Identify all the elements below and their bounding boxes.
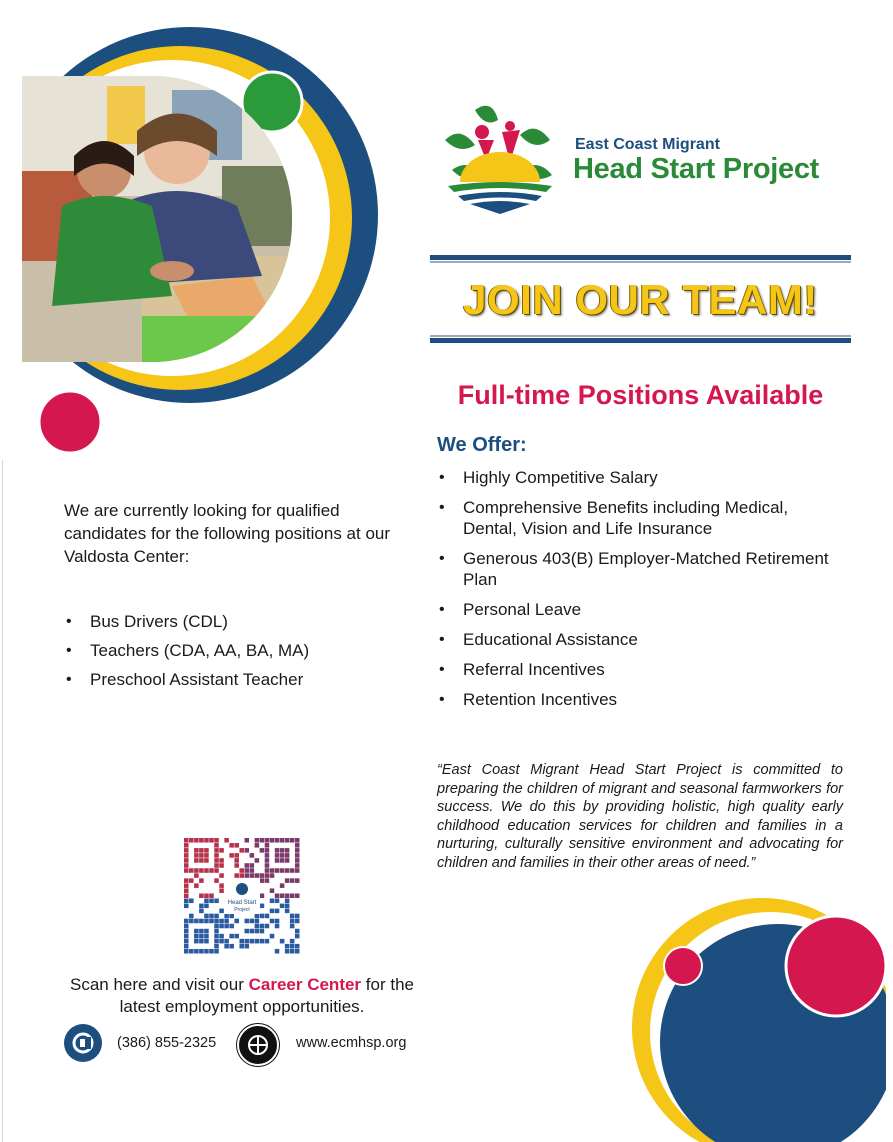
qr-module — [184, 949, 189, 954]
career-center-link[interactable]: Career Center — [248, 975, 362, 994]
qr-module — [245, 863, 250, 868]
qr-module — [184, 888, 189, 893]
qr-module — [219, 909, 224, 914]
qr-module — [290, 893, 295, 898]
qr-module — [194, 868, 199, 873]
qr-module — [255, 914, 260, 919]
qr-module — [199, 838, 204, 843]
qr-module — [280, 848, 285, 853]
logo-text-line2: Head Start Project — [573, 153, 820, 185]
qr-module — [290, 924, 295, 929]
qr-module — [255, 858, 260, 863]
qr-module — [280, 838, 285, 843]
qr-module — [234, 853, 239, 858]
qr-module — [234, 873, 239, 878]
qr-module — [265, 873, 270, 878]
qr-module — [239, 848, 244, 853]
qr-module — [184, 919, 189, 924]
qr-module — [255, 929, 260, 934]
qr-code[interactable] — [184, 838, 300, 954]
benefit-item: • Comprehensive Benefits including Medical, Dental, Vision and Life Insurance — [437, 497, 837, 539]
qr-module — [214, 924, 219, 929]
scan-text-after: for the latest employment opportunities. — [119, 975, 414, 1016]
qr-module — [285, 858, 290, 863]
classroom-photo — [22, 76, 292, 362]
qr-module — [219, 873, 224, 878]
qr-module — [234, 843, 239, 848]
qr-module — [214, 863, 219, 868]
qr-module — [295, 868, 300, 873]
position-item: • Teachers (CDA, AA, BA, MA) — [64, 640, 404, 661]
qr-module — [204, 919, 209, 924]
qr-module — [270, 888, 275, 893]
qr-module — [290, 838, 295, 843]
qr-module — [199, 878, 204, 883]
qr-module — [265, 868, 270, 873]
qr-module — [285, 848, 290, 853]
headline-bar-bottom — [430, 338, 851, 343]
intro-text: We are currently looking for qualified candidates for the following positions at our Valdosta Center: — [64, 501, 391, 566]
qr-module — [209, 868, 214, 873]
qr-module — [245, 838, 250, 843]
qr-module — [285, 878, 290, 883]
qr-module — [204, 858, 209, 863]
qr-module — [295, 929, 300, 934]
qr-module — [189, 919, 194, 924]
qr-module — [214, 848, 219, 853]
qr-module — [265, 848, 270, 853]
qr-module — [184, 853, 189, 858]
qr-module — [285, 909, 290, 914]
qr-module — [245, 868, 250, 873]
qr-module — [214, 843, 219, 848]
qr-module — [209, 914, 214, 919]
qr-module — [219, 939, 224, 944]
qr-module — [214, 853, 219, 858]
qr-module — [189, 838, 194, 843]
qr-module — [229, 944, 234, 949]
qr-module — [260, 929, 265, 934]
qr-module — [290, 939, 295, 944]
qr-module — [229, 914, 234, 919]
qr-module — [265, 853, 270, 858]
qr-module — [184, 863, 189, 868]
qr-module — [239, 873, 244, 878]
qr-module — [270, 899, 275, 904]
qr-module — [285, 949, 290, 954]
qr-module — [295, 893, 300, 898]
qr-module — [194, 949, 199, 954]
qr-module — [199, 934, 204, 939]
logo-text-line1: East Coast Migrant — [575, 136, 720, 153]
qr-module — [224, 924, 229, 929]
qr-module — [265, 858, 270, 863]
qr-module — [245, 944, 250, 949]
qr-module — [204, 848, 209, 853]
qr-module — [275, 868, 280, 873]
qr-module — [234, 919, 239, 924]
qr-module — [209, 899, 214, 904]
qr-module — [250, 853, 255, 858]
phone-number[interactable]: (386) 855-2325 — [117, 1035, 217, 1051]
qr-module — [229, 924, 234, 929]
website-url[interactable]: www.ecmhsp.org — [296, 1035, 407, 1051]
qr-module — [229, 934, 234, 939]
qr-module — [280, 893, 285, 898]
qr-module — [214, 858, 219, 863]
qr-module — [199, 853, 204, 858]
qr-module — [199, 904, 204, 909]
qr-module — [189, 899, 194, 904]
qr-module — [234, 934, 239, 939]
qr-module — [285, 853, 290, 858]
qr-module — [270, 909, 275, 914]
qr-module — [260, 873, 265, 878]
qr-module — [219, 924, 224, 929]
qr-module — [194, 853, 199, 858]
qr-module — [275, 899, 280, 904]
qr-module — [204, 929, 209, 934]
headline-bar-top — [430, 255, 851, 260]
qr-module — [209, 838, 214, 843]
qr-module — [270, 873, 275, 878]
qr-module — [204, 893, 209, 898]
qr-module — [199, 949, 204, 954]
headline-bar-bottom-thin — [430, 335, 851, 337]
qr-module — [199, 858, 204, 863]
qr-module — [285, 944, 290, 949]
qr-module — [184, 899, 189, 904]
benefit-item: • Generous 403(B) Employer-Matched Retirement Plan — [437, 548, 837, 590]
qr-module — [204, 939, 209, 944]
mission-statement: “East Coast Migrant Head Start Project is committed to preparing the children of migrant and seasonal farmworkers for success. We do this by providing holistic, high quality early childhood education services for children and families in a nurturing, culturally sensitive environment and advocating for children and families in their other areas of need.” — [437, 762, 843, 871]
qr-module — [295, 858, 300, 863]
qr-module — [204, 853, 209, 858]
qr-module — [290, 868, 295, 873]
position-item: • Bus Drivers (CDL) — [64, 611, 404, 632]
qr-module — [189, 914, 194, 919]
qr-module — [260, 848, 265, 853]
qr-module — [184, 858, 189, 863]
qr-module — [204, 838, 209, 843]
qr-module — [285, 838, 290, 843]
qr-module — [194, 934, 199, 939]
full-time-positions-heading: Full-time Positions Available — [457, 380, 824, 410]
qr-module — [250, 939, 255, 944]
qr-module — [224, 919, 229, 924]
qr-module — [295, 878, 300, 883]
qr-module — [194, 848, 199, 853]
qr-module — [214, 949, 219, 954]
qr-module — [234, 863, 239, 868]
qr-module — [270, 838, 275, 843]
qr-module — [295, 848, 300, 853]
qr-module — [184, 878, 189, 883]
qr-module — [275, 919, 280, 924]
qr-module — [194, 838, 199, 843]
qr-module — [194, 919, 199, 924]
qr-module — [280, 939, 285, 944]
qr-module — [285, 904, 290, 909]
qr-module — [295, 934, 300, 939]
qr-module — [285, 899, 290, 904]
qr-module — [189, 868, 194, 873]
qr-module — [214, 919, 219, 924]
qr-module — [199, 939, 204, 944]
qr-module — [260, 878, 265, 883]
qr-module — [214, 878, 219, 883]
qr-module — [295, 914, 300, 919]
qr-module — [295, 853, 300, 858]
qr-module — [204, 949, 209, 954]
qr-module — [275, 893, 280, 898]
qr-module — [199, 909, 204, 914]
benefit-item: • Educational Assistance — [437, 629, 837, 650]
qr-module — [184, 893, 189, 898]
qr-module — [280, 883, 285, 888]
qr-module — [184, 838, 189, 843]
qr-module — [265, 843, 270, 848]
join-our-team-headline: JOIN OUR TEAM! — [463, 276, 818, 323]
qr-module — [184, 939, 189, 944]
qr-module — [275, 949, 280, 954]
qr-module — [234, 858, 239, 863]
qr-module — [295, 843, 300, 848]
qr-module — [204, 934, 209, 939]
qr-module — [239, 868, 244, 873]
qr-module — [229, 843, 234, 848]
qr-module — [290, 949, 295, 954]
qr-module — [194, 858, 199, 863]
qr-module — [290, 944, 295, 949]
qr-module — [224, 944, 229, 949]
qr-module — [184, 843, 189, 848]
qr-module — [194, 873, 199, 878]
qr-module — [275, 924, 280, 929]
qr-module — [184, 868, 189, 873]
qr-module — [204, 868, 209, 873]
qr-module — [224, 939, 229, 944]
qr-module — [255, 919, 260, 924]
qr-module — [250, 919, 255, 924]
benefit-item: • Referral Incentives — [437, 659, 837, 680]
qr-module — [275, 838, 280, 843]
qr-module — [184, 924, 189, 929]
qr-module — [204, 904, 209, 909]
qr-module — [199, 929, 204, 934]
qr-module — [260, 904, 265, 909]
qr-module — [255, 838, 260, 843]
decorative-circles-bottom — [600, 880, 893, 1142]
phone-icon — [64, 1024, 102, 1062]
qr-module — [280, 853, 285, 858]
qr-module — [270, 919, 275, 924]
qr-module — [265, 924, 270, 929]
qr-module — [219, 848, 224, 853]
qr-module — [214, 929, 219, 934]
qr-module — [214, 934, 219, 939]
qr-module — [295, 949, 300, 954]
qr-module — [239, 944, 244, 949]
qr-module — [275, 853, 280, 858]
qr-module — [204, 899, 209, 904]
benefit-item: • Personal Leave — [437, 599, 837, 620]
qr-module — [295, 863, 300, 868]
qr-module — [189, 878, 194, 883]
we-offer-heading: We Offer: — [437, 434, 527, 456]
qr-module — [265, 878, 270, 883]
qr-module — [214, 944, 219, 949]
qr-module — [219, 888, 224, 893]
qr-module — [275, 848, 280, 853]
qr-module — [245, 873, 250, 878]
qr-module — [214, 899, 219, 904]
qr-module — [219, 934, 224, 939]
qr-module — [199, 848, 204, 853]
qr-module — [229, 853, 234, 858]
qr-module — [194, 929, 199, 934]
qr-module — [189, 949, 194, 954]
qr-module — [265, 838, 270, 843]
qr-module — [239, 939, 244, 944]
qr-module — [280, 858, 285, 863]
qr-module — [270, 934, 275, 939]
positions-list — [64, 611, 404, 698]
qr-module — [290, 914, 295, 919]
qr-module — [184, 934, 189, 939]
qr-module — [245, 919, 250, 924]
qr-module — [194, 939, 199, 944]
qr-module — [290, 878, 295, 883]
qr-module — [250, 873, 255, 878]
photo-illustration — [22, 76, 292, 362]
qr-module — [224, 838, 229, 843]
qr-module — [194, 883, 199, 888]
qr-module — [219, 883, 224, 888]
qr-module — [255, 873, 260, 878]
qr-module — [260, 893, 265, 898]
qr-module — [265, 939, 270, 944]
scan-instructions — [64, 974, 420, 1018]
qr-module — [295, 944, 300, 949]
qr-module — [204, 914, 209, 919]
qr-module — [245, 939, 250, 944]
qr-module — [250, 929, 255, 934]
benefits-list — [437, 467, 837, 719]
qr-module — [209, 893, 214, 898]
qr-module — [250, 863, 255, 868]
qr-module — [275, 858, 280, 863]
benefit-item: • Highly Competitive Salary — [437, 467, 837, 488]
qr-module — [280, 868, 285, 873]
qr-module — [275, 909, 280, 914]
qr-module — [260, 939, 265, 944]
qr-module — [184, 929, 189, 934]
qr-module — [250, 868, 255, 873]
qr-module — [280, 904, 285, 909]
qr-module — [270, 868, 275, 873]
qr-module — [285, 868, 290, 873]
qr-module — [260, 914, 265, 919]
qr-module — [245, 929, 250, 934]
qr-module — [219, 919, 224, 924]
qr-module — [199, 868, 204, 873]
qr-module — [214, 914, 219, 919]
qr-module — [184, 848, 189, 853]
qr-module — [199, 893, 204, 898]
qr-module — [285, 893, 290, 898]
qr-module — [209, 949, 214, 954]
qr-module — [295, 919, 300, 924]
qr-logo-line1: Head Start — [227, 900, 257, 906]
qr-module — [199, 919, 204, 924]
qr-module — [260, 838, 265, 843]
qr-module — [214, 838, 219, 843]
qr-module — [214, 868, 219, 873]
position-item: • Preschool Assistant Teacher — [64, 669, 404, 690]
qr-module — [245, 848, 250, 853]
qr-module — [255, 843, 260, 848]
qr-module — [219, 858, 224, 863]
qr-module — [214, 939, 219, 944]
qr-module — [184, 883, 189, 888]
scan-text-before: Scan here and visit our — [70, 975, 249, 994]
benefit-item: • Retention Incentives — [437, 689, 837, 710]
qr-module — [184, 904, 189, 909]
web-icon — [237, 1024, 279, 1066]
qr-logo-line2: Project — [234, 907, 250, 913]
qr-module — [184, 944, 189, 949]
qr-module — [295, 838, 300, 843]
headline-bar-top-thin — [430, 261, 851, 263]
qr-module — [265, 863, 270, 868]
qr-module — [260, 924, 265, 929]
qr-module — [209, 919, 214, 924]
qr-module — [290, 919, 295, 924]
qr-module — [255, 924, 260, 929]
qr-module — [255, 939, 260, 944]
qr-module — [224, 914, 229, 919]
qr-module — [219, 863, 224, 868]
qr-module — [265, 914, 270, 919]
